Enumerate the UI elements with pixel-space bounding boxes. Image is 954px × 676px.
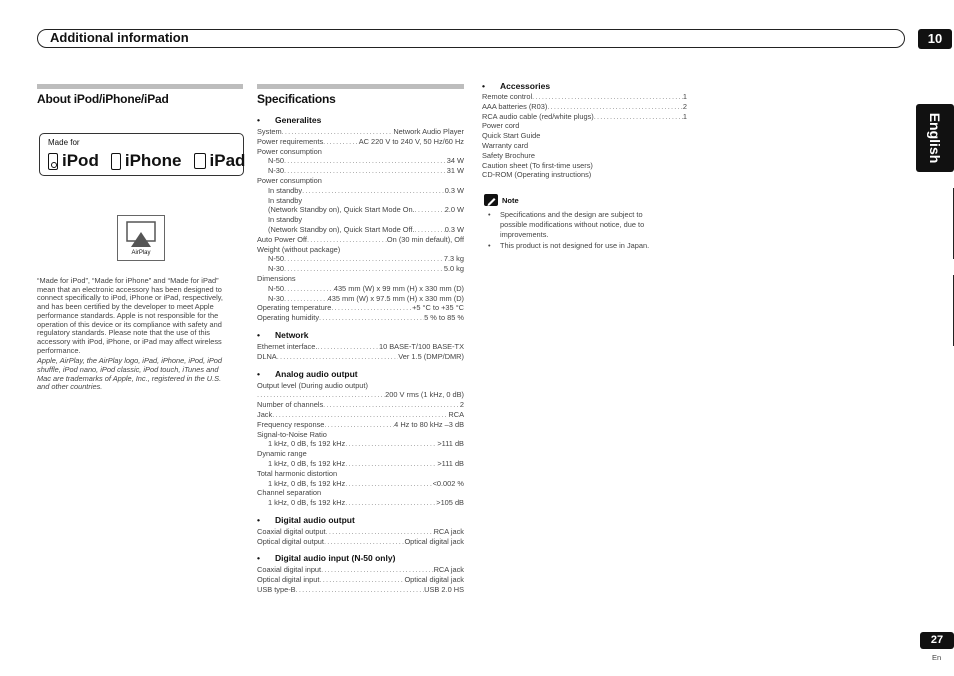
spec-label: Total harmonic distortion xyxy=(257,468,338,478)
spec-row: Operating temperature ..... +5 °C to +35 °C xyxy=(257,303,464,313)
badge-devices xyxy=(48,151,245,171)
accessory-item: Caution sheet (To first-time users) xyxy=(482,160,593,170)
spec-row: 1 kHz, 0 dB, fs 192 kHz ..... >111 dB xyxy=(257,459,464,469)
section-rule xyxy=(257,84,464,89)
specs-section-title: Specifications xyxy=(257,92,336,106)
ipad-icon xyxy=(194,153,206,169)
iphone-icon xyxy=(111,153,121,170)
airplay-icon xyxy=(118,219,164,253)
spec-label: In standby xyxy=(268,195,303,205)
language-tab xyxy=(916,104,954,172)
ipod-text: iPod xyxy=(62,151,99,170)
trademark-line: and other countries. xyxy=(37,382,103,392)
language-tab-label: English xyxy=(927,112,943,164)
spec-row: In standby ..... 0.3 W xyxy=(257,186,464,196)
spec-label: In standby xyxy=(268,215,303,225)
accessory-row: Remote control ..... 1 xyxy=(482,92,687,102)
accessories-heading: • Accessories xyxy=(482,81,551,91)
made-for-label: Made for xyxy=(48,138,80,147)
generalites-heading: • Generalites xyxy=(257,115,322,125)
language-code: En xyxy=(932,653,942,662)
spec-row: ..... 200 V rms (1 kHz, 0 dB) xyxy=(257,390,464,400)
spec-label: Output level (During audio output) xyxy=(257,380,368,390)
digital-in-heading: • Digital audio input (N-50 only) xyxy=(257,553,396,564)
section-rule xyxy=(37,84,243,89)
made-for-badge xyxy=(39,133,244,176)
spec-label: Dimensions xyxy=(257,273,296,283)
accessory-item: Safety Brochure xyxy=(482,150,535,160)
trademark-line: Mac are trademarks of Apple, Inc., registered in the U.S. xyxy=(37,373,222,383)
spec-label: Power consumption xyxy=(257,146,322,156)
para-line: “Made for iPod”, “Made for iPhone” and “Made for iPad” xyxy=(37,276,219,285)
accessory-item: Quick Start Guide xyxy=(482,131,541,141)
spec-row: N-50 ..... 34 W xyxy=(257,156,464,166)
spec-row: USB type-B ..... USB 2.0 HS xyxy=(257,585,464,595)
ipod-description xyxy=(37,277,247,392)
spec-row: Optical digital input ..... Optical digital jack xyxy=(257,575,464,585)
spec-row: 1 kHz, 0 dB, fs 192 kHz ..... <0.002 % xyxy=(257,479,464,489)
spec-label: Dynamic range xyxy=(257,449,307,459)
spec-row: N-30 ..... 31 W xyxy=(257,166,464,176)
chapter-number: 10 xyxy=(918,29,952,49)
digital-out-heading: • Digital audio output xyxy=(257,514,355,525)
ipod-section-title: About iPod/iPhone/iPad xyxy=(37,92,169,106)
spec-row: System ..... Network Audio Player xyxy=(257,127,464,137)
spec-row: Jack ..... RCA xyxy=(257,410,464,420)
spec-row: N-30 ..... 435 mm (W) x 97.5 mm (H) x 330 mm (D) xyxy=(257,294,464,304)
spec-row: Coaxial digital output ..... RCA jack xyxy=(257,527,464,537)
para-line: regulatory standards. Please note that the use of this xyxy=(37,328,210,338)
accessory-item: Warranty card xyxy=(482,140,529,150)
spec-row: 1 kHz, 0 dB, fs 192 kHz ..... >111 dB xyxy=(257,439,464,449)
trademark-line: shuffle, iPod nano, iPod classic, iPod touch, iTunes and xyxy=(37,365,219,375)
section-header-title: Additional information xyxy=(50,30,189,45)
trademark-line: Apple, AirPlay, the AirPlay logo, iPad, iPhone, iPod, iPod xyxy=(37,356,223,366)
para-line: accessory with iPod, iPhone, or iPad may affect wireless xyxy=(37,336,222,346)
iphone-text: iPhone xyxy=(124,151,182,170)
spec-row: Power requirements ..... AC 220 V to 240 V, 50 Hz/60 Hz xyxy=(257,137,464,147)
para-line: performance. xyxy=(37,345,81,355)
accessories-list xyxy=(482,81,687,180)
spec-row: Number of channels ..... 2 xyxy=(257,400,464,410)
spec-label: Weight (without package) xyxy=(257,244,341,254)
para-line: and has been certified by the developer to meet Apple xyxy=(37,302,214,312)
pencil-note-icon xyxy=(484,194,498,206)
spec-row: Ethernet interface. ..... 10 BASE-T/100 BASE-TX xyxy=(257,342,464,352)
analog-heading: • Analog audio output xyxy=(257,368,358,379)
note-item: • Specifications and the design are subject to possible modifications without notice, due to improvements. xyxy=(488,210,645,239)
spec-row: Optical digital output ..... Optical digital jack xyxy=(257,537,464,547)
para-line: performance standards. Apple is not responsible for the xyxy=(37,310,219,320)
para-line: operation of this device or its compliance with safety and xyxy=(37,319,222,329)
spec-row: Coaxial digital input ..... RCA jack xyxy=(257,565,464,575)
ipod-icon xyxy=(48,153,58,170)
note-header xyxy=(484,194,519,206)
spec-row: Auto Power Off ..... On (30 min default), Off xyxy=(257,235,464,245)
spec-row: Operating humidity ..... 5 % to 85 % xyxy=(257,313,464,323)
accessory-item: CD-ROM (Operating instructions) xyxy=(482,170,592,180)
spec-row: N-30 ..... 5.0 kg xyxy=(257,264,464,274)
spec-row: 1 kHz, 0 dB, fs 192 kHz ..... >105 dB xyxy=(257,498,464,508)
spec-row: (Network Standby on), Quick Start Mode Off. ..... 0.3 W xyxy=(257,225,464,235)
page-number: 27 xyxy=(920,632,954,649)
note-label: Note xyxy=(502,195,519,205)
spec-row: Frequency response ..... 4 Hz to 80 kHz –3 dB xyxy=(257,420,464,430)
network-heading: • Network xyxy=(257,329,309,340)
para-line: mean that an electronic accessory has been designed to xyxy=(37,284,222,294)
spec-row: N-50 ..... 7.3 kg xyxy=(257,254,464,264)
spec-label: Power consumption xyxy=(257,175,322,185)
accessory-row: AAA batteries (R03) ..... 2 xyxy=(482,102,687,112)
ipad-text: iPad xyxy=(209,151,246,170)
accessory-row: RCA audio cable (red/white plugs) ..... 1 xyxy=(482,112,687,122)
accessory-item: Power cord xyxy=(482,121,520,131)
note-item: • This product is not designed for use in Japan. xyxy=(488,241,650,251)
spec-row: (Network Standby on), Quick Start Mode On. ..... 2.0 W xyxy=(257,205,464,215)
spec-label: Channel separation xyxy=(257,488,322,498)
note-list xyxy=(488,210,688,251)
spec-row: N-50 ..... 435 mm (W) x 99 mm (H) x 330 mm (D) xyxy=(257,284,464,294)
spec-label: Signal-to-Noise Ratio xyxy=(257,429,327,439)
specs-list xyxy=(257,115,464,595)
airplay-logo xyxy=(117,215,165,261)
airplay-label: AirPlay xyxy=(131,250,151,256)
para-line: connect specifically to iPod, iPhone or iPad, respectively, xyxy=(37,293,223,303)
spec-row: DLNA ..... Ver 1.5 (DMP/DMR) xyxy=(257,352,464,362)
